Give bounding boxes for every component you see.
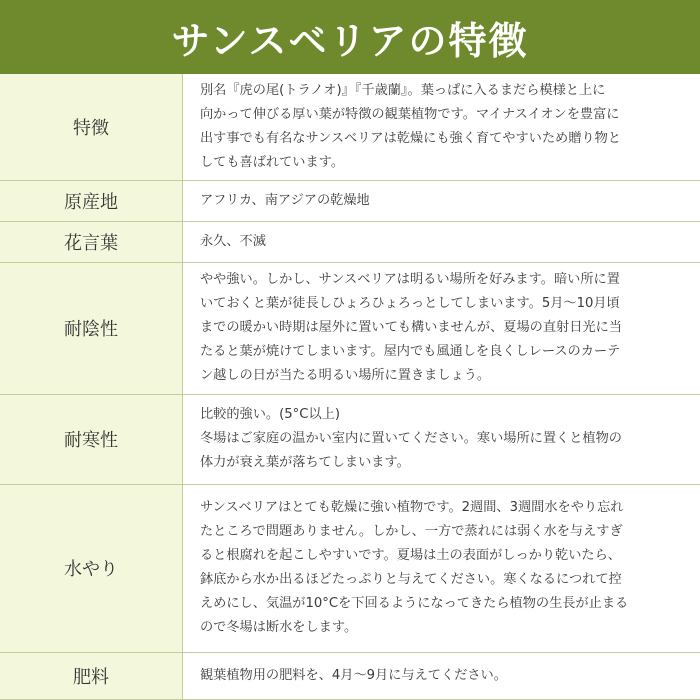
value-line: 出す事でも有名なサンスベリアは乾燥にも強く育てやすいため贈り物と — [200, 130, 621, 146]
row-value — [183, 484, 700, 652]
row-value — [183, 652, 700, 699]
row-label: 肥料 — [0, 652, 183, 699]
table-row — [0, 221, 700, 262]
row-label: 水やり — [0, 484, 183, 652]
row-label: 耐寒性 — [0, 394, 183, 484]
value-line: 永久、不滅 — [200, 233, 266, 249]
row-label: 特徴 — [0, 74, 183, 180]
value-line: ので冬場は断水をします。 — [200, 620, 358, 635]
row-value — [183, 394, 700, 484]
value-line: 比較的強い。(5°C以上) — [200, 407, 340, 422]
value-line: 観葉植物用の肥料を、4月～9月に与えてください。 — [200, 667, 507, 683]
row-label: 耐陰性 — [0, 262, 183, 394]
value-line: 鉢底から水か出るほどたっぷりと与えてください。寒くなるにつれて控 — [200, 572, 622, 587]
page-title: サンスベリアの特徴 — [171, 17, 529, 63]
value-line: までの暖かい時期は屋外に置いても構いませんが、夏場の直射日光に当 — [200, 320, 622, 335]
row-value — [183, 180, 700, 221]
value-line: いておくと葉が徒長しひょろひょろっとしてしまいます。5月～10月頃 — [200, 296, 620, 311]
value-line: 冬場はご家庭の温かい室内に置いてください。寒い場所に置くと植物の — [200, 431, 622, 446]
value-line: たると葉が焼けてしまいます。屋内でも風通しを良くしレースのカーテ — [200, 344, 621, 359]
row-label: 原産地 — [0, 180, 183, 221]
value-line: ると根腐れを起こしやすいです。夏場は土の表面がしっかり乾いたら、 — [200, 548, 621, 563]
table-row — [0, 394, 700, 484]
page-header — [0, 0, 700, 74]
row-value — [183, 74, 700, 180]
row-label: 花言葉 — [0, 221, 183, 262]
value-line: サンスベリアはとても乾燥に強い植物です。2週間、3週間水をやり忘れ — [200, 500, 624, 515]
value-line: 体力が衰え葉が落ちてしまいます。 — [200, 455, 410, 470]
value-line: アフリカ、南アジアの乾燥地 — [200, 192, 370, 208]
feature-table — [0, 74, 700, 700]
value-line: やや強い。しかし、サンスベリアは明るい場所を好みます。暗い所に置 — [200, 272, 620, 287]
table-row — [0, 262, 700, 394]
value-line: しても喜ばれています。 — [200, 154, 345, 170]
row-value — [183, 262, 700, 394]
table-row — [0, 484, 700, 652]
value-line: ン越しの日が当たる明るい場所に置きましょう。 — [200, 368, 491, 383]
row-value — [183, 221, 700, 262]
value-line: たところで問題ありません。しかし、一方で蒸れには弱く水を与えすぎ — [200, 524, 623, 539]
value-line: 向かって伸びる厚い葉が特徴の観葉植物です。マイナスイオンを豊富に — [200, 106, 620, 122]
table-row — [0, 180, 700, 221]
value-line: えめにし、気温が10°Cを下回るようになってきたら植物の生長が止まる — [200, 596, 629, 611]
table-row — [0, 652, 700, 699]
table-row — [0, 74, 700, 180]
value-line: 別名『虎の尾(トラノオ)』『千歳蘭』。葉っぱに入るまだら模様と上に — [200, 82, 606, 98]
